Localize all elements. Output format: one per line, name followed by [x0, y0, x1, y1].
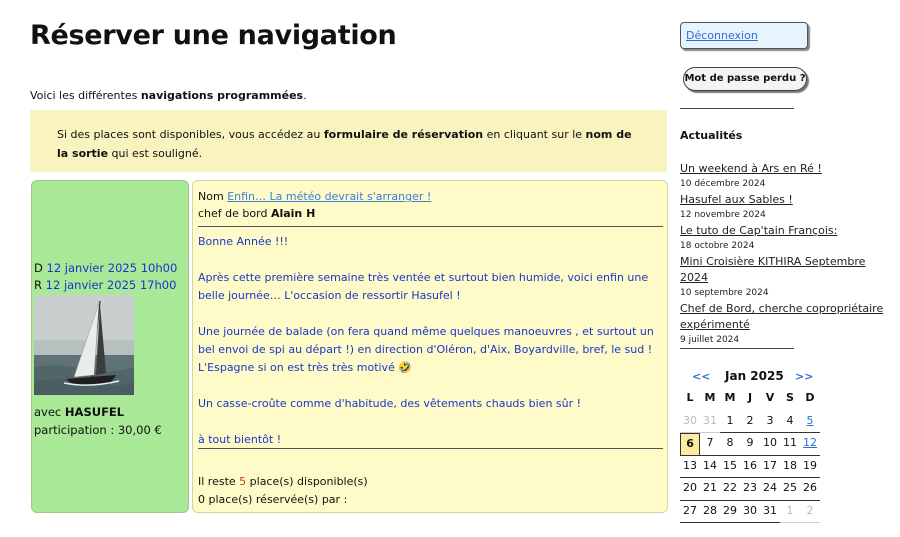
departure-label: D — [34, 261, 43, 275]
calendar-day: 4 — [780, 411, 800, 434]
outing-dates — [34, 260, 177, 294]
info-bold-2: nom de la sortie — [57, 128, 632, 160]
info-bold-1: formulaire de réservation — [323, 128, 484, 141]
boat-name: HASUFEL — [64, 405, 125, 419]
remaining-count: 5 — [239, 475, 247, 488]
calendar-day: 16 — [740, 456, 760, 479]
news-date: 18 octobre 2024 — [680, 241, 755, 251]
description-paragraph: Un casse-croûte comme d'habitude, des vêtements chauds bien sûr ! — [198, 397, 582, 410]
news-item — [680, 254, 890, 300]
news-item — [680, 301, 890, 347]
page-title: Réserver une navigation — [30, 20, 397, 51]
calendar-day[interactable]: 12 — [800, 433, 820, 456]
calendar-weekday: L — [686, 391, 694, 404]
divider — [198, 226, 663, 227]
name-label: Nom — [198, 190, 224, 203]
remaining-suffix: place(s) disponible(s) — [246, 475, 368, 488]
info-text-1: Si des places sont disponibles, vous accédez au — [57, 128, 324, 141]
participation-value: 30,00 € — [117, 423, 162, 437]
outing-name-row — [198, 188, 431, 205]
outing-crew — [34, 403, 162, 439]
calendar-week-row — [680, 501, 820, 524]
description-paragraph: à tout bientôt ! — [198, 433, 282, 446]
calendar-week-row — [680, 478, 820, 501]
calendar-next-button[interactable]: >> — [795, 370, 814, 383]
calendar-day: 24 — [760, 478, 780, 501]
news-date: 12 novembre 2024 — [680, 210, 766, 220]
news-link[interactable]: Hasufel aux Sables ! — [680, 193, 793, 206]
sidebar-divider — [680, 348, 794, 349]
news-link[interactable]: Mini Croisière KITHIRA Septembre 2024 — [680, 255, 866, 284]
description-paragraph: Après cette première semaine très ventée et surtout bien humide, voici enfin une belle journée… L'occasion de ressortir Hasufel ! — [198, 271, 649, 302]
calendar-day: 19 — [800, 456, 820, 479]
intro-prefix: Voici les différentes — [30, 89, 141, 102]
calendar-grid — [680, 388, 820, 523]
calendar-day: 11 — [780, 433, 800, 456]
calendar-day: 27 — [680, 501, 700, 524]
info-box — [30, 110, 667, 172]
boat-row — [34, 403, 162, 421]
calendar — [680, 368, 820, 523]
sidebar-divider — [680, 108, 794, 109]
news-list — [680, 161, 890, 348]
calendar-weekday: V — [765, 391, 775, 404]
calendar-weekday: J — [747, 391, 753, 404]
skipper-label: chef de bord — [198, 207, 268, 220]
skipper-name: Alain H — [270, 207, 316, 220]
outing-name-link[interactable]: Enfin… La météo devrait s'arranger ! — [227, 190, 432, 203]
calendar-weekday-row — [680, 388, 820, 411]
outing-description — [198, 233, 663, 467]
calendar-weekday: S — [786, 391, 794, 404]
calendar-day: 26 — [800, 478, 820, 501]
calendar-day: 31 — [760, 501, 780, 524]
calendar-day: 2 — [800, 501, 820, 524]
calendar-day: 10 — [760, 433, 780, 456]
description-paragraph: Une journée de balade (on fera quand même quelques manoeuvres , et surtout un bel envoi de spi au départ !) en direction d'Oléron, d'Aix, Boyardville, bref, le sud ! L'Espagne si on est très très motivé 🤣 — [198, 325, 654, 374]
news-item — [680, 161, 890, 191]
calendar-weekday: M — [724, 391, 736, 404]
outing-detail-card — [192, 180, 668, 513]
sidebar — [680, 0, 895, 537]
calendar-day: 8 — [720, 433, 740, 456]
calendar-day: 22 — [720, 478, 740, 501]
calendar-day: 15 — [720, 456, 740, 479]
news-link[interactable]: Chef de Bord, cherche copropriétaire expérimenté — [680, 302, 884, 331]
news-title: Actualités — [680, 129, 743, 142]
calendar-month: Jan 2025 — [725, 369, 784, 383]
calendar-day: 6 — [680, 433, 700, 456]
availability — [198, 473, 368, 509]
news-item — [680, 192, 890, 222]
calendar-day: 2 — [740, 411, 760, 434]
departure-row — [34, 260, 177, 277]
intro-bold: navigations programmées — [140, 89, 304, 102]
news-link[interactable]: Le tuto de Cap'tain François: — [680, 224, 838, 237]
sailboat-image — [34, 295, 134, 395]
calendar-day: 20 — [680, 478, 700, 501]
news-date: 10 septembre 2024 — [680, 288, 769, 298]
participation-row — [34, 421, 162, 439]
calendar-day: 17 — [760, 456, 780, 479]
news-link[interactable]: Un weekend à Ars en Ré ! — [680, 162, 822, 175]
calendar-week-row — [680, 411, 820, 434]
intro-suffix: . — [303, 89, 307, 102]
sailboat-photo — [34, 295, 134, 395]
reserved-places: 0 place(s) réservée(s) par : — [198, 493, 348, 506]
calendar-day: 9 — [740, 433, 760, 456]
remaining-places — [198, 473, 368, 491]
calendar-day: 25 — [780, 478, 800, 501]
remaining-prefix: Il reste — [198, 475, 240, 488]
logout-button[interactable]: Déconnexion — [680, 22, 808, 49]
intro-text — [30, 89, 307, 102]
calendar-week-row — [680, 456, 820, 479]
calendar-day: 14 — [700, 456, 720, 479]
calendar-day[interactable]: 5 — [800, 411, 820, 434]
return-date: 12 janvier 2025 17h00 — [45, 278, 177, 292]
calendar-day: 30 — [740, 501, 760, 524]
calendar-day: 13 — [680, 456, 700, 479]
participation-label: participation : — [34, 423, 118, 437]
info-text-2: en cliquant sur le — [483, 128, 586, 141]
divider — [198, 448, 663, 449]
return-label: R — [34, 278, 42, 292]
news-item — [680, 223, 890, 253]
calendar-weekday: D — [805, 391, 815, 404]
info-text-3: qui est souligné. — [108, 147, 203, 160]
calendar-weekday: M — [704, 391, 716, 404]
calendar-day: 7 — [700, 433, 720, 456]
calendar-day: 30 — [680, 411, 700, 434]
calendar-day: 1 — [720, 411, 740, 434]
return-row — [34, 277, 177, 294]
calendar-day: 29 — [720, 501, 740, 524]
description-paragraph: Bonne Année !!! — [198, 235, 289, 248]
outing-header — [198, 188, 431, 222]
news-date: 9 juillet 2024 — [680, 335, 740, 345]
lost-password-button[interactable]: Mot de passe perdu ? — [683, 67, 807, 91]
calendar-day: 31 — [700, 411, 720, 434]
departure-date: 12 janvier 2025 10h00 — [46, 261, 178, 275]
calendar-day: 3 — [760, 411, 780, 434]
calendar-day: 21 — [700, 478, 720, 501]
with-label: avec — [34, 405, 62, 419]
news-date: 10 décembre 2024 — [680, 179, 766, 189]
outing-summary-card — [31, 180, 189, 513]
calendar-prev-button[interactable]: << — [692, 370, 711, 383]
calendar-day: 23 — [740, 478, 760, 501]
calendar-day: 1 — [780, 501, 800, 524]
calendar-day: 18 — [780, 456, 800, 479]
calendar-week-row — [680, 433, 820, 456]
calendar-header — [680, 368, 820, 388]
skipper-row — [198, 205, 431, 222]
calendar-day: 28 — [700, 501, 720, 524]
